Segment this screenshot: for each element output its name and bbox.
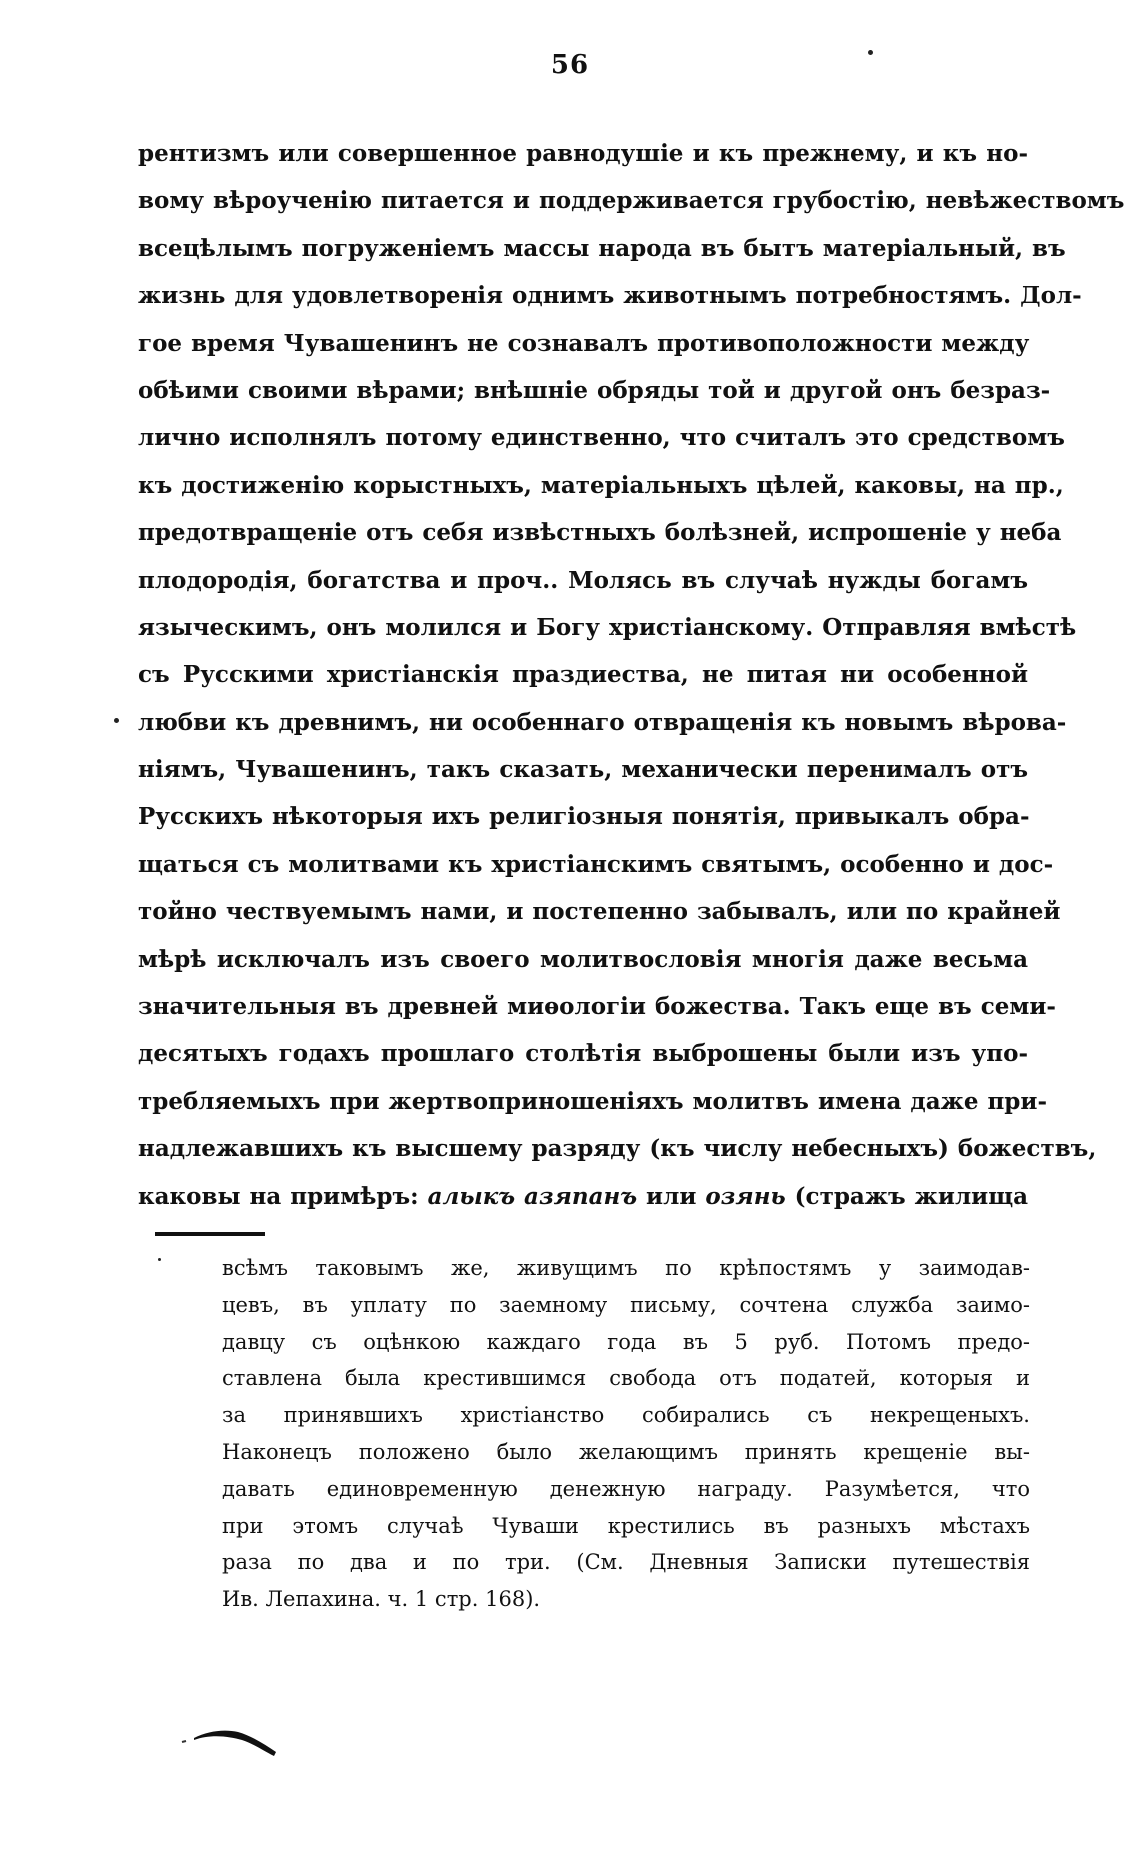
text-line: десятыхъ годахъ прошлаго столѣтія выброшены были изъ упо- bbox=[138, 1040, 1028, 1068]
text-line: ніямъ, Чувашенинъ, такъ сказать, механически перенималъ отъ bbox=[138, 756, 1028, 784]
ink-speck bbox=[114, 718, 119, 723]
text-line: требляемыхъ при жертвоприношеніяхъ молитвъ имена даже при- bbox=[138, 1087, 1047, 1115]
footnote-separator-rule bbox=[155, 1232, 265, 1236]
ink-stroke-mark bbox=[180, 1720, 290, 1760]
italic-term: алыкъ азяпанъ bbox=[427, 1182, 638, 1210]
footnote-text bbox=[222, 1250, 1030, 1618]
text-line-last bbox=[138, 1173, 1028, 1220]
footnote-line: всѣмъ таковымъ же, живущимъ по крѣпостямъ у заимодав- bbox=[222, 1256, 1030, 1280]
footnote-line: ставлена была крестившимся свобода отъ податей, которыя и bbox=[222, 1366, 1030, 1391]
text-line: всецѣлымъ погруженіемъ массы народа въ бытъ матеріальный, въ bbox=[138, 234, 1066, 262]
text-segment: или bbox=[637, 1182, 706, 1210]
italic-term: озянь bbox=[705, 1182, 786, 1210]
text-line: Русскихъ нѣкоторыя ихъ религіозныя понятія, привыкалъ обра- bbox=[138, 803, 1030, 831]
text-line: мѣрѣ исключалъ изъ своего молитвословія многія даже весьма bbox=[138, 945, 1028, 973]
footnote-line: Наконецъ положено было желающимъ принять крещеніе вы- bbox=[222, 1439, 1030, 1464]
main-body-text bbox=[138, 130, 1125, 1220]
footnote-line: давать единовременную денежную награду. Разумѣется, что bbox=[222, 1476, 1030, 1501]
ink-speck bbox=[158, 1258, 161, 1261]
text-segment: каковы на примѣръ: bbox=[138, 1182, 428, 1210]
text-line: жизнь для удовлетворенія однимъ животнымъ потребностямъ. Дол- bbox=[138, 282, 1082, 310]
text-line: рентизмъ или совершенное равнодушіе и къ прежнему, и къ но- bbox=[138, 140, 1028, 167]
text-line: плодородія, богатства и проч.. Молясь въ случаѣ нужды богамъ bbox=[138, 566, 1028, 594]
text-line: вому вѣроученію питается и поддерживается грубостію, невѣжествомъ bbox=[138, 187, 1125, 215]
text-line: къ достиженію корыстныхъ, матеріальныхъ цѣлей, каковы, на пр., bbox=[138, 471, 1064, 499]
text-segment: (стражъ жилища bbox=[785, 1182, 1029, 1210]
footnote-line: раза по два и по три. (См. Дневныя Записки путешествія bbox=[222, 1550, 1030, 1575]
footnote-line: давцу съ оцѣнкою каждаго года въ 5 руб. Потомъ предо- bbox=[222, 1329, 1030, 1354]
text-line: съ Русскими христіанскія праздиества, не питая ни особенной bbox=[138, 661, 1028, 689]
footnote-line: за принявшихъ христіанство собирались съ некрещеныхъ. bbox=[222, 1403, 1030, 1428]
text-line: лично исполнялъ потому единственно, что считалъ это средствомъ bbox=[138, 424, 1065, 452]
footnote-line: цевъ, въ уплату по заемному письму, сочтена служба заимо- bbox=[222, 1292, 1030, 1317]
text-line: любви къ древнимъ, ни особеннаго отвращенія къ новымъ вѣрова- bbox=[138, 708, 1067, 736]
text-line: гое время Чувашенинъ не сознавалъ противоположности между bbox=[138, 329, 1030, 357]
text-line: предотвращеніе отъ себя извѣстныхъ болѣзней, испрошеніе у неба bbox=[138, 519, 1062, 547]
text-line: тойно чествуемымъ нами, и постепенно забывалъ, или по крайней bbox=[138, 898, 1061, 926]
footnote-line: при этомъ случаѣ Чуваши крестились въ разныхъ мѣстахъ bbox=[222, 1513, 1030, 1538]
footnote-line: Ив. Лепахина. ч. 1 стр. 168). bbox=[222, 1587, 541, 1612]
text-line: языческимъ, онъ молился и Богу христіанскому. Отправляя вмѣстѣ bbox=[138, 613, 1077, 641]
page-number: 56 bbox=[550, 50, 590, 80]
text-line: щаться съ молитвами къ христіанскимъ святымъ, особенно и дос- bbox=[138, 850, 1054, 878]
ink-speck bbox=[868, 50, 873, 55]
text-line: надлежавшихъ къ высшему разряду (къ числу небесныхъ) божествъ, bbox=[138, 1135, 1097, 1163]
text-line: обѣими своими вѣрами; внѣшніе обряды той и другой онъ безраз- bbox=[138, 376, 1051, 404]
text-line: значительныя въ древней миѳологіи божества. Такъ еще въ семи- bbox=[138, 993, 1056, 1021]
